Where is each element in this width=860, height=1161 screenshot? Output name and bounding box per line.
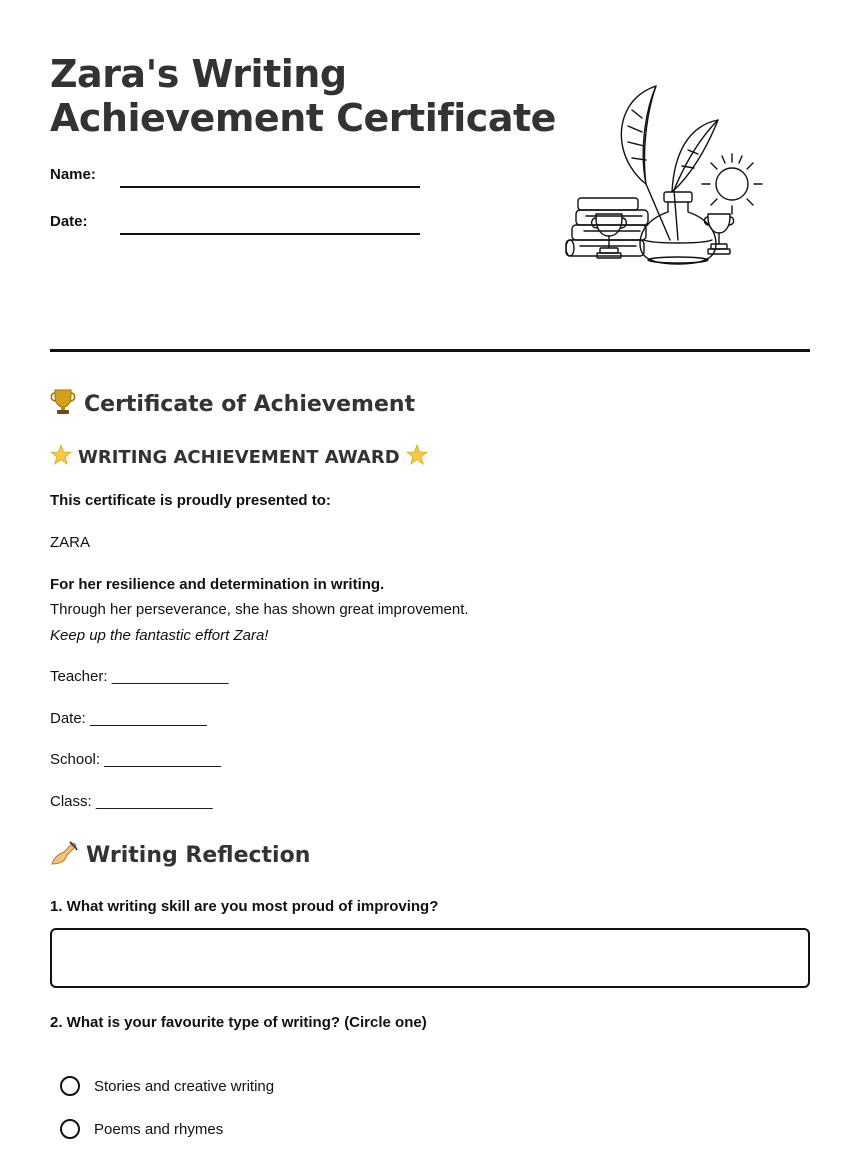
award-title	[50, 444, 428, 470]
ink-bottle-icon	[640, 192, 716, 264]
reflection-heading	[50, 840, 310, 871]
award-reason: For her resilience and determination in writing.	[50, 576, 385, 593]
improvement-text: Through her perseverance, she has shown great improvement.	[50, 601, 469, 618]
page-title	[50, 52, 556, 140]
name-field[interactable]	[120, 186, 420, 188]
option-label: Stories and creative writing	[94, 1077, 275, 1095]
class-field: Class: ______________	[50, 793, 213, 810]
certificate-heading-text: Certificate of Achievement	[84, 392, 416, 417]
sun-icon	[702, 154, 762, 214]
question-2: 2. What is your favourite type of writing? (Circle one)	[50, 1014, 427, 1031]
teacher-field: Teacher: ______________	[50, 668, 229, 685]
title-line-1: Zara's Writing	[50, 52, 347, 96]
name-label: Name:	[50, 166, 96, 183]
date-field[interactable]	[120, 233, 420, 235]
question-1-answer-box[interactable]	[50, 928, 810, 988]
quill-large-icon	[621, 86, 670, 240]
glowing-star-icon	[406, 444, 428, 470]
glowing-star-icon	[50, 444, 72, 470]
option-poems[interactable]	[60, 1119, 223, 1139]
date-field-line: Date: ______________	[50, 710, 207, 727]
award-title-text: WRITING ACHIEVEMENT AWARD	[78, 446, 400, 468]
radio-circle[interactable]	[60, 1119, 80, 1139]
trophy-right-icon	[704, 214, 733, 254]
reflection-heading-text: Writing Reflection	[86, 843, 311, 868]
recipient-name: ZARA	[50, 534, 91, 551]
section-divider	[50, 349, 810, 352]
writing-hand-icon	[50, 840, 78, 871]
quill-small-icon	[672, 120, 718, 240]
certificate-heading	[50, 388, 415, 421]
option-label: Poems and rhymes	[94, 1120, 224, 1138]
date-label: Date:	[50, 213, 88, 230]
title-line-2: Achievement Certificate	[50, 96, 556, 140]
trophy-left-icon	[592, 214, 627, 258]
quill-ink-illustration	[560, 80, 770, 270]
question-1: 1. What writing skill are you most proud of improving?	[50, 898, 439, 915]
option-stories[interactable]	[60, 1076, 274, 1096]
radio-circle[interactable]	[60, 1076, 80, 1096]
school-field: School: ______________	[50, 751, 221, 768]
encouragement-text: Keep up the fantastic effort Zara!	[50, 627, 269, 644]
presented-to-text: This certificate is proudly presented to:	[50, 492, 331, 509]
trophy-icon	[50, 388, 76, 421]
